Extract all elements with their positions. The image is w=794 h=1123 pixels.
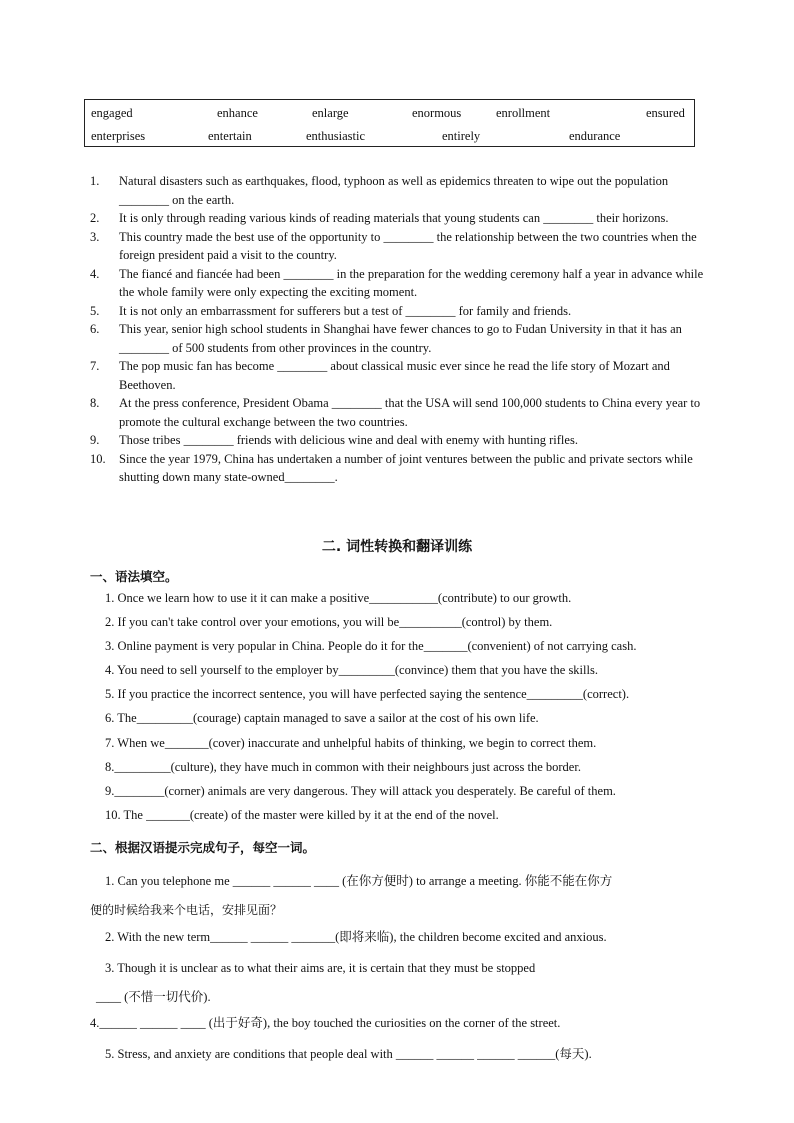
word-bank-word: enrollment bbox=[496, 106, 551, 120]
grammar-item: 1. Once we learn how to use it it can make a positive___________(contribute) to our growth. bbox=[105, 591, 572, 605]
item-text: It is not only an embarrassment for sufferers but a test of ________ for family and friends. bbox=[119, 303, 572, 318]
list-item bbox=[90, 172, 710, 209]
item-text: At the press conference, President Obama ________ that the USA will send 100,000 students to China every year to promote the cultural exchange between the two countries. bbox=[119, 396, 701, 429]
translation-item: 2. With the new term______ ______ _______(即将来临), the children become excited and anxious. bbox=[105, 930, 607, 944]
grammar-item: 9.________(corner) animals are very dangerous. They will attack you desperately. Be careful of them. bbox=[105, 784, 616, 798]
word-bank-word: entirely bbox=[442, 129, 481, 143]
word-bank-word: enlarge bbox=[312, 106, 349, 120]
item-number: 4. bbox=[90, 266, 100, 281]
item-text: This country made the best use of the opportunity to ________ the relationship between the two countries when the foreign president paid a visit to the country. bbox=[119, 229, 697, 262]
list-item bbox=[90, 228, 710, 265]
translation-item-continuation: 便的时候给我来个电话，安排见面？ bbox=[90, 903, 283, 917]
list-item bbox=[90, 450, 710, 487]
grammar-item: 5. If you practice the incorrect sentence, you will have perfected saying the sentence_________(correct). bbox=[105, 687, 630, 701]
item-number: 10. bbox=[90, 451, 106, 466]
list-item bbox=[90, 265, 710, 302]
list-item bbox=[90, 431, 710, 450]
word-bank-word: ensured bbox=[646, 106, 685, 120]
item-number: 8. bbox=[90, 396, 100, 410]
item-number: 1. bbox=[90, 174, 100, 188]
word-bank-word: enhance bbox=[217, 106, 258, 120]
grammar-item: 2. If you can't take control over your emotions, you will be__________(control) by them. bbox=[105, 615, 553, 629]
word-bank-word: enthusiastic bbox=[306, 129, 366, 143]
grammar-item: 3. Online payment is very popular in China. People do it for the_______(convenient) of not carrying cash. bbox=[105, 639, 637, 653]
word-bank-word: entertain bbox=[208, 129, 252, 143]
item-text: The pop music fan has become ________ about classical music ever since he read the life story of Mozart and Beethoven. bbox=[119, 359, 670, 392]
vocabulary-fill-list bbox=[90, 172, 710, 487]
item-number: 2. bbox=[90, 211, 100, 225]
item-text: Since the year 1979, China has undertaken a number of joint ventures between the public and private sectors while shutting down many state-owned________. bbox=[119, 451, 693, 484]
translation-item-continuation: ____ (不惜一切代价). bbox=[96, 990, 211, 1004]
list-item bbox=[90, 394, 710, 431]
section-title: 二. 词性转换和翻译训练 bbox=[321, 539, 473, 555]
grammar-item: 8._________(culture), they have much in common with their neighbours just across the border. bbox=[105, 760, 581, 774]
item-number: 9. bbox=[90, 433, 100, 447]
list-item bbox=[90, 209, 710, 228]
item-text: The fiancé and fiancée had been ________ in the preparation for the wedding ceremony half a year in advance while the whole family were only expecting the exciting moment. bbox=[119, 266, 704, 299]
word-bank-word: enterprises bbox=[91, 129, 146, 143]
item-text: Natural disasters such as earthquakes, flood, typhoon as well as epidemics threaten to wipe out the population ________ on the earth. bbox=[119, 174, 669, 207]
translation-item: 4.______ ______ ____ (出于好奇), the boy touched the curiosities on the corner of the street. bbox=[90, 1016, 561, 1030]
grammar-item: 4. You need to sell yourself to the employer by_________(convince) them that you have the skills. bbox=[105, 663, 598, 677]
item-number: 7. bbox=[90, 359, 100, 373]
word-bank-word: engaged bbox=[91, 106, 133, 120]
item-text: It is only through reading various kinds of reading materials that young students can ________ their horizons. bbox=[119, 211, 669, 225]
item-number: 6. bbox=[90, 322, 100, 336]
word-bank-word: enormous bbox=[412, 106, 462, 120]
grammar-item: 6. The_________(courage) captain managed to save a sailor at the cost of his own life. bbox=[105, 711, 539, 725]
item-text: Those tribes ________ friends with delicious wine and deal with enemy with hunting rifles. bbox=[119, 433, 578, 447]
grammar-item: 10. The _______(create) of the master were killed by it at the end of the novel. bbox=[105, 808, 499, 822]
subsection-title: 一、语法填空。 bbox=[90, 569, 178, 584]
translation-item: 3. Though it is unclear as to what their aims are, it is certain that they must be stopped bbox=[105, 961, 536, 975]
subsection-title: 二、根据汉语提示完成句子，每空一词。 bbox=[90, 840, 316, 855]
item-text: This year, senior high school students in Shanghai have fewer chances to go to Fudan University in that it has an ________ of 500 students from other provinces in the country. bbox=[119, 322, 682, 355]
translation-item: 1. Can you telephone me ______ ______ ____ (在你方便时) to arrange a meeting. 你能不能在你方 bbox=[105, 874, 613, 888]
list-item bbox=[90, 357, 710, 394]
list-item bbox=[90, 302, 710, 321]
translation-item: 5. Stress, and anxiety are conditions that people deal with ______ ______ ______ ______(每天). bbox=[105, 1047, 592, 1061]
item-number: 3. bbox=[90, 229, 100, 244]
grammar-item: 7. When we_______(cover) inaccurate and unhelpful habits of thinking, we begin to correct them. bbox=[105, 736, 597, 750]
item-number: 5. bbox=[90, 303, 100, 318]
word-bank-box bbox=[84, 99, 695, 147]
list-item bbox=[90, 320, 710, 357]
word-bank-word: endurance bbox=[569, 129, 621, 143]
